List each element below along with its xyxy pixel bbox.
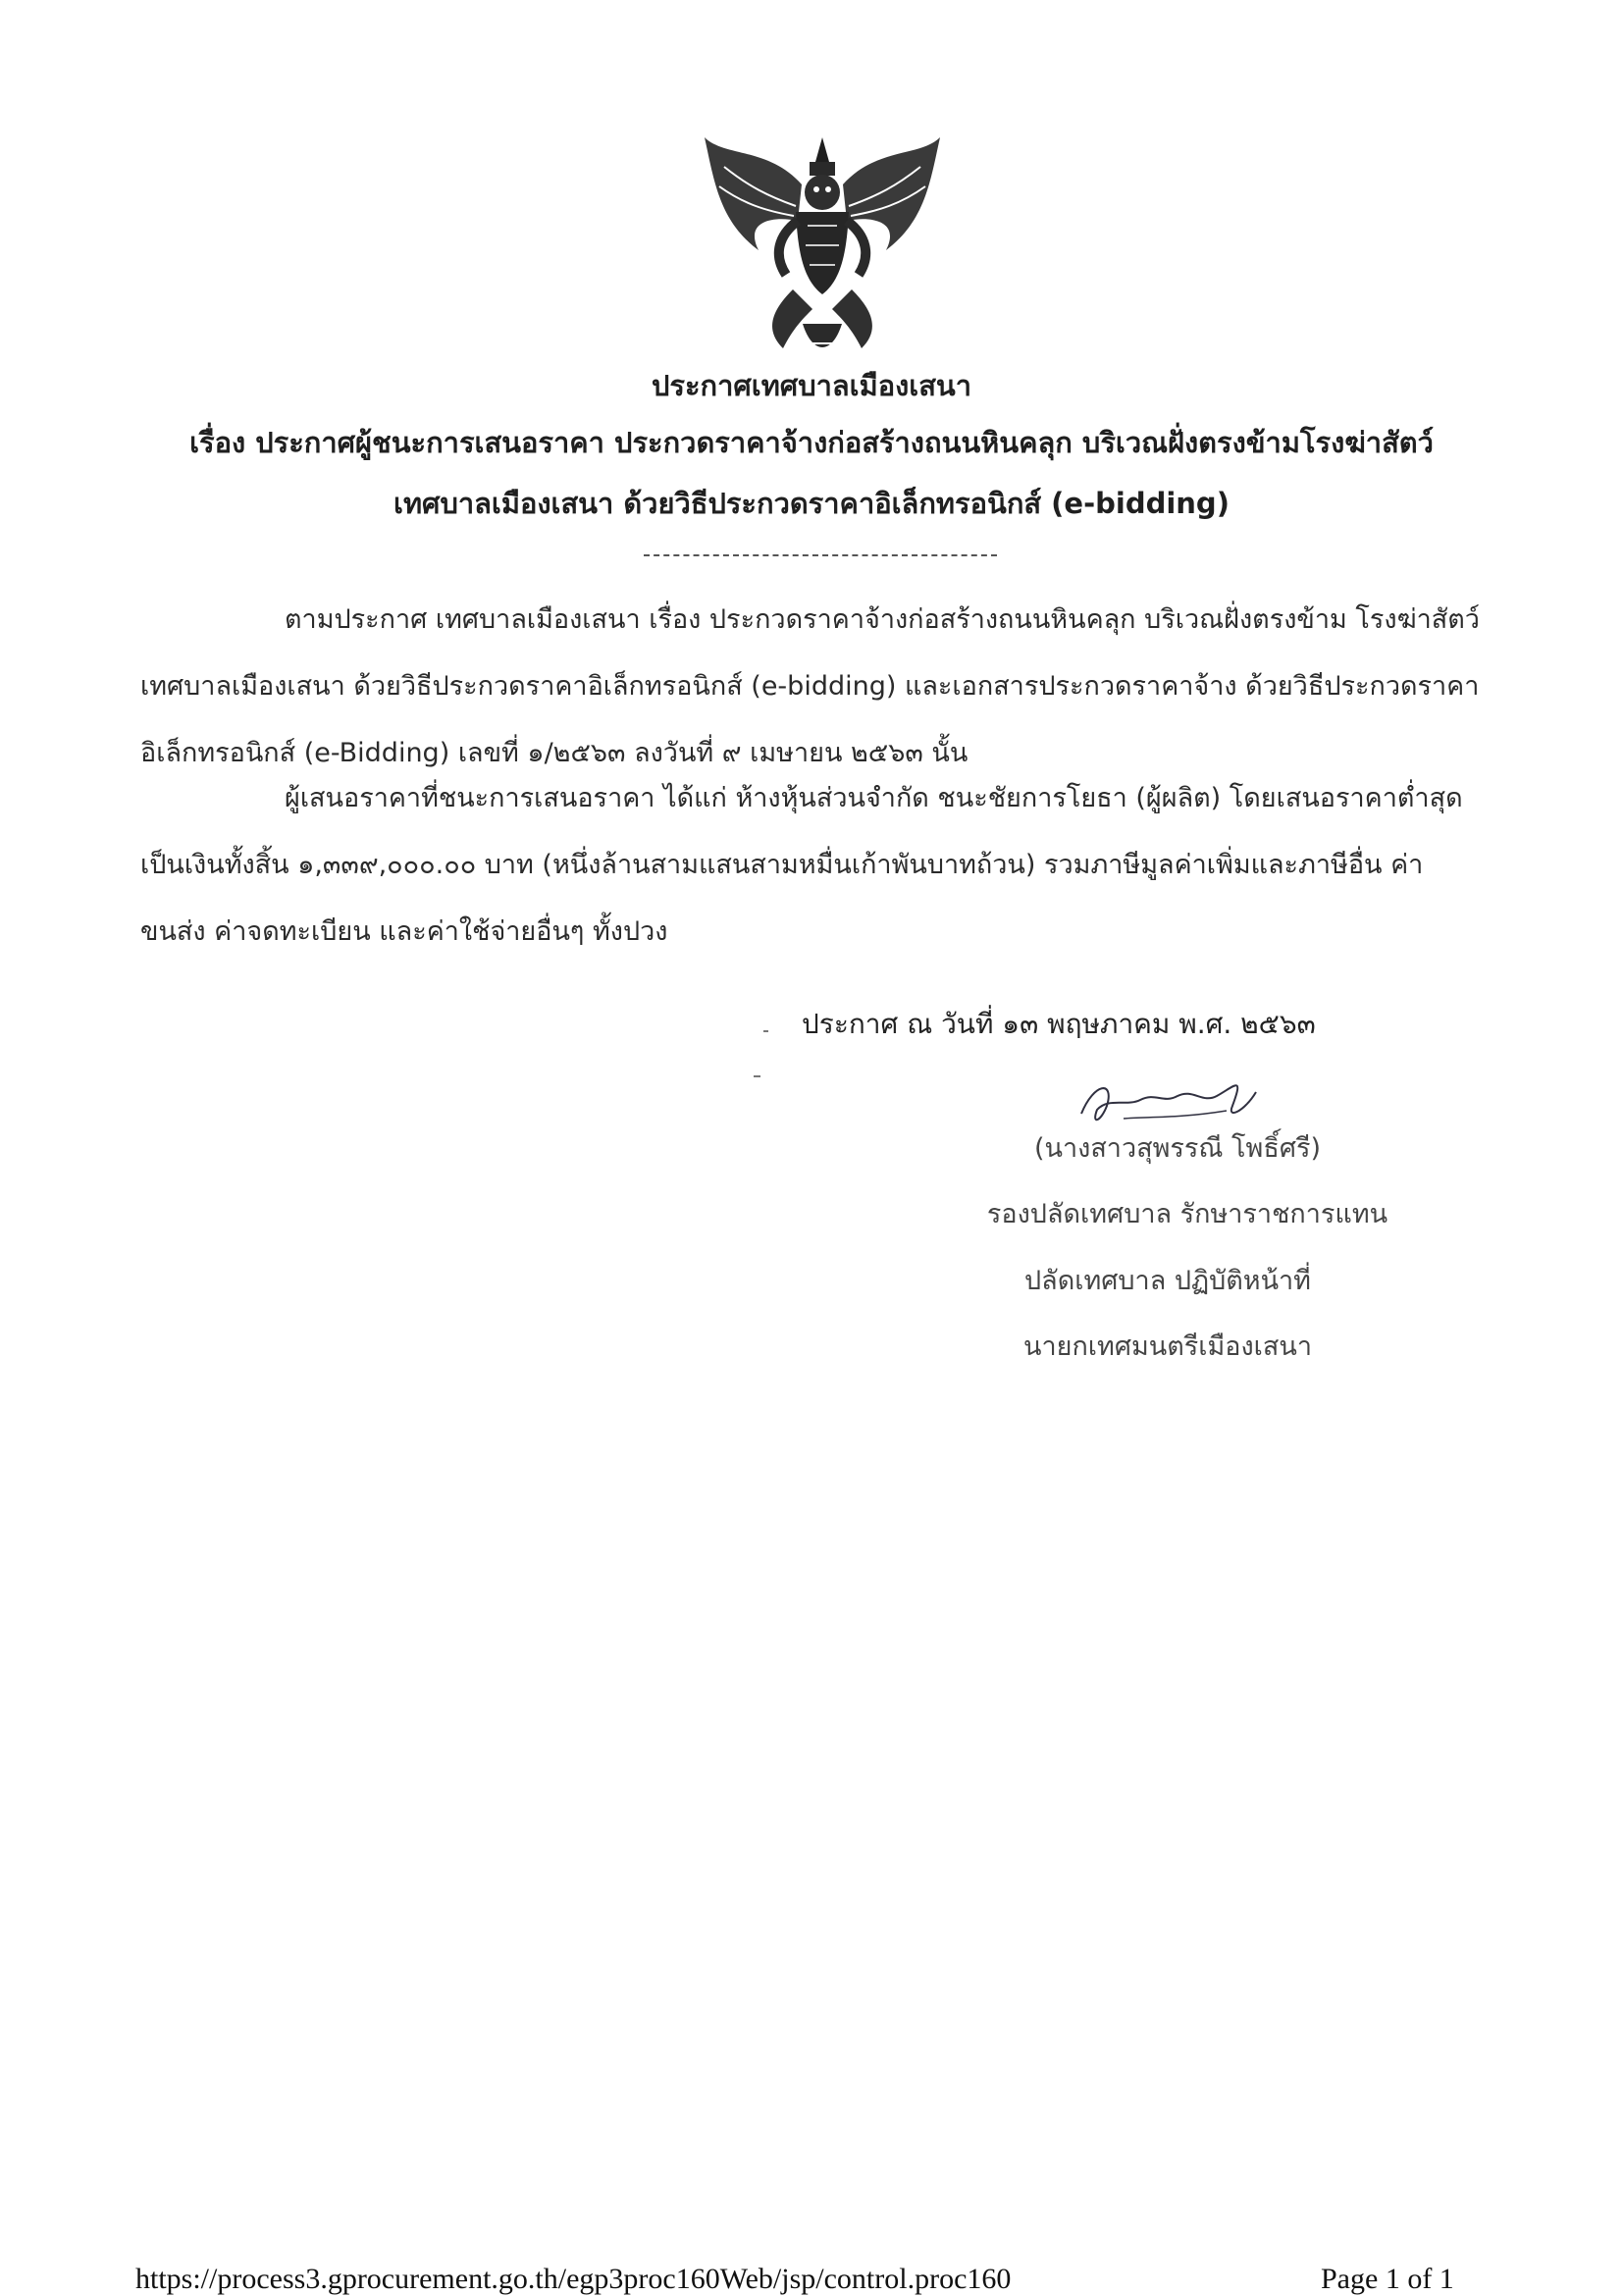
signer-name: (นางสาวสุพรรณี โพธิ์ศรี) [1033, 1133, 1321, 1164]
footer-page-number: Page 1 of 1 [1321, 2263, 1454, 2295]
scan-speck [754, 1075, 760, 1077]
title-divider [644, 554, 997, 556]
signer-position-1: รองปลัดเทศบาล รักษาราชการแทน [986, 1199, 1388, 1229]
garuda-emblem-icon [690, 128, 955, 363]
announcement-date: ประกาศ ณ วันที่ ๑๓ พฤษภาคม พ.ศ. ๒๕๖๓ [802, 1008, 1316, 1040]
footer-url: https://process3.gprocurement.go.th/egp3proc160Web/jsp/control.proc160 [135, 2263, 1012, 2295]
body-paragraph-2: ผู้เสนอราคาที่ชนะการเสนอราคา ได้แก่ ห้างหุ้นส่วนจำกัด ชนะชัยการโยธา (ผู้ผลิต) โดยเสนอราคาต่ำสุด เป็นเงินทั้งสิ้น ๑,๓๓๙,๐๐๐.๐๐ บาท (หนึ่งล้านสามแสนสามหมื่นเก้าพันบาทถ้วน) รวมภาษีมูลค่าเพิ่มและภาษีอื่น ค่าขนส่ง ค่าจดทะเบียน และค่าใช้จ่ายอื่นๆ ทั้งปวง [140, 783, 1463, 947]
announcement-subject-line-2: เทศบาลเมืองเสนา ด้วยวิธีประกวดราคาอิเล็กทรอนิกส์ (e-bidding) [393, 487, 1230, 520]
announcement-subject-line-1: เรื่อง ประกาศผู้ชนะการเสนอราคา ประกวดราคาจ้างก่อสร้างถนนหินคลุก บริเวณฝั่งตรงข้ามโรงฆ่าสัตว์ [189, 426, 1434, 459]
body-paragraph-1: ตามประกาศ เทศบาลเมืองเสนา เรื่อง ประกวดราคาจ้างก่อสร้างถนนหินคลุก บริเวณฝั่งตรงข้าม โรงฆ่าสัตว์เทศบาลเมืองเสนา ด้วยวิธีประกวดราคาอิเล็กทรอนิกส์ (e-bidding) และเอกสารประกวดราคาจ้าง ด้วยวิธีประกวดราคาอิเล็กทรอนิกส์ (e-Bidding) เลขที่ ๑/๒๕๖๓ ลงวันที่ ๙ เมษายน ๒๕๖๓ นั้น [140, 604, 1480, 768]
scan-speck [763, 1030, 768, 1032]
signer-position-2: ปลัดเทศบาล ปฏิบัติหน้าที่ [1024, 1266, 1311, 1296]
announcement-org-title: ประกาศเทศบาลเมืองเสนา [651, 369, 972, 402]
signer-position-3: นายกเทศมนตรีเมืองเสนา [1023, 1331, 1312, 1362]
